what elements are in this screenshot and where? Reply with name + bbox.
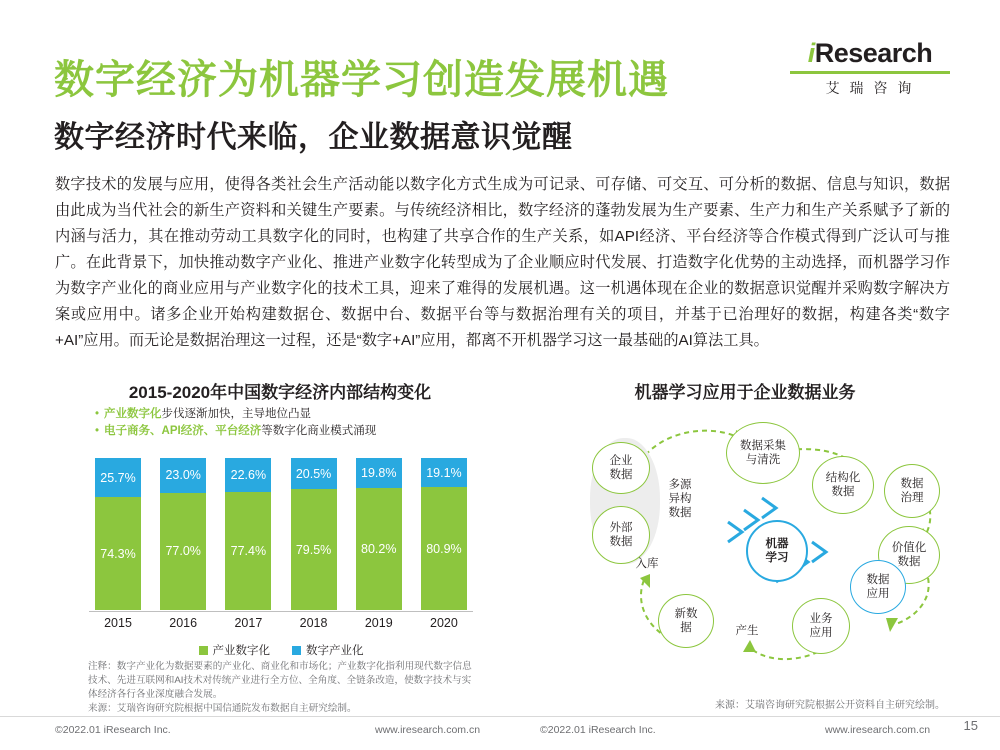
x-axis-label: 2018	[299, 616, 328, 630]
page-subtitle: 数字经济时代来临，企业数据意识觉醒	[54, 121, 573, 154]
page-title: 数字经济为机器学习创造发展机遇	[54, 58, 669, 102]
chart-footnote	[88, 660, 478, 716]
chart-x-axis-labels	[95, 616, 467, 630]
node-structured-data	[812, 456, 874, 514]
chart-source-text: 来源：艾瑞咨询研究院根据中国信通院发布数据自主研究绘制。	[88, 703, 357, 714]
chart-footnote-text: 注释：数字产业化为数据要素的产业化、商业化和市场化；产业数字化指利用现代数字信息技术、先进互联网和AI技术对传统产业进行全方位、全角度、全链条改造，使数字技术与实体经济各行各业深度融合发展。	[88, 661, 472, 700]
bar-column	[95, 458, 141, 610]
node-enterprise-data	[592, 442, 650, 494]
node-ingest-label: 入库	[635, 558, 659, 570]
legend-swatch-green	[199, 646, 208, 655]
bar-column	[421, 458, 467, 610]
bar-segment-industrial: 79.5%	[291, 489, 337, 610]
x-axis-label: 2017	[234, 616, 263, 630]
x-axis-label: 2015	[104, 616, 132, 630]
x-axis-label: 2020	[430, 616, 458, 630]
node-external-data-label: 外部 数据	[609, 522, 633, 548]
bar-segment-digital: 19.1%	[421, 458, 467, 487]
node-new-data	[658, 594, 714, 648]
legend-swatch-blue	[292, 646, 301, 655]
node-valued-data-label: 价值化 数据	[891, 542, 927, 568]
logo-research-text: Research	[814, 38, 933, 68]
x-axis-label: 2016	[169, 616, 198, 630]
node-data-governance	[884, 464, 940, 518]
bullet-icon: •	[95, 408, 100, 420]
legend-item-digital	[292, 642, 364, 658]
x-axis-label: 2019	[364, 616, 393, 630]
machine-learning-diagram	[540, 402, 960, 682]
footer-copyright-right: ©2022.01 iResearch Inc.	[540, 724, 656, 736]
node-collect-clean	[726, 422, 800, 484]
chart-legend	[95, 642, 467, 658]
legend-label-blue: 数字产业化	[306, 645, 364, 657]
node-collect-clean-label: 数据采集 与清洗	[740, 440, 786, 466]
logo-i-letter: i	[807, 38, 815, 68]
bar-column	[291, 458, 337, 610]
node-produce	[722, 616, 772, 646]
node-produce-label: 产生	[735, 625, 759, 637]
bar-segment-digital: 25.7%	[95, 458, 141, 497]
chart-note-1-rest: 步伐逐渐加快，主导地位凸显	[161, 408, 312, 420]
diagram-title: 机器学习应用于企业数据业务	[634, 383, 856, 402]
bar-segment-industrial: 77.0%	[160, 493, 206, 610]
bar-column	[225, 458, 271, 610]
legend-label-green: 产业数字化	[212, 645, 270, 657]
bar-column	[160, 458, 206, 610]
node-machine-learning-label: 机器 学习	[765, 538, 789, 564]
chart-note-2-highlight: 电子商务、API经济、平台经济	[104, 425, 262, 437]
logo-underline	[790, 71, 950, 74]
node-new-data-label: 新数 据	[674, 608, 698, 634]
chart-note-1	[95, 406, 470, 423]
bar-segment-industrial: 80.2%	[356, 488, 402, 610]
bar-segment-digital: 22.6%	[225, 458, 271, 492]
node-business-application	[792, 598, 850, 654]
bar-segment-industrial: 80.9%	[421, 487, 467, 610]
node-structured-data-label: 结构化 数据	[825, 472, 861, 498]
body-paragraph: 数字技术的发展与应用，使得各类社会生产活动能以数字化方式生成为可记录、可存储、可交互、可分析的数据、信息与知识，数据由此成为当代社会的新生产资料和关键生产要素。与传统经济相比，数字经济的蓬勃发展为生产要素、生产力和生产关系赋予了新的内涵与活力，其在推动劳动工具数字化的同时，也构建了共享合作的生产关系，如API经济、平台经济等合作模式得到广泛认可与推广。在此背景下，加快推动数字产业化、推进产业数字化转型成为了企业顺应时代发展、打造数字化优势的主动选择，而机器学习作为数字产业化的商业应用与产业数字化的技术工具，迎来了难得的发展机遇。这一机遇体现在企业的数据意识觉醒并采购数字解决方案或应用中。诸多企业开始构建数据仓、数据中台、数据平台等与数据治理有关的项目，并基于已治理好的数据，构建各类“数字+AI”应用。而无论是数据治理这一过程，还是“数字+AI”应用，都离不开机器学习这一最基础的AI算法工具。	[55, 176, 950, 349]
bar-segment-digital: 20.5%	[291, 458, 337, 489]
chart-notes	[95, 406, 470, 440]
node-multi-source-data	[652, 464, 708, 534]
bar-chart-columns	[95, 458, 467, 610]
chart-note-2-rest: 等数字化商业模式涌现	[261, 425, 377, 437]
chart-axis-line	[89, 611, 473, 612]
node-data-governance-label: 数据 治理	[900, 478, 924, 504]
bullet-icon: •	[95, 425, 100, 437]
bar-segment-industrial: 77.4%	[225, 492, 271, 610]
bar-column	[356, 458, 402, 610]
node-enterprise-data-label: 企业 数据	[609, 455, 633, 481]
node-business-application-label: 业务 应用	[809, 613, 833, 639]
bar-segment-digital: 19.8%	[356, 458, 402, 488]
node-data-application-label: 数据 应用	[866, 574, 890, 600]
digital-economy-chart	[77, 406, 477, 656]
chart-title: 2015-2020年中国数字经济内部结构变化	[128, 383, 432, 402]
legend-item-industrial	[199, 642, 271, 658]
footer-url-right: www.iresearch.com.cn	[825, 724, 931, 736]
footer-copyright-left: ©2022.01 iResearch Inc.	[55, 724, 171, 736]
node-ingest	[622, 550, 672, 578]
bar-segment-digital: 23.0%	[160, 458, 206, 493]
node-machine-learning	[746, 520, 808, 582]
chart-note-2	[95, 423, 470, 440]
iresearch-logo	[790, 40, 950, 98]
bar-segment-industrial: 74.3%	[95, 497, 141, 610]
footer-divider	[0, 716, 1000, 717]
diagram-source: 来源：艾瑞咨询研究院根据公开资料自主研究绘制。	[715, 700, 945, 711]
logo-wordmark	[790, 40, 950, 67]
footer-url-left: www.iresearch.com.cn	[375, 724, 481, 736]
node-data-application	[850, 560, 906, 614]
logo-subtitle: 艾 瑞 咨 询	[825, 80, 915, 96]
page-number: 15	[963, 718, 978, 733]
node-multi-source-data-label: 多源 异构 数据	[668, 479, 692, 519]
chart-note-1-highlight: 产业数字化	[104, 408, 162, 420]
